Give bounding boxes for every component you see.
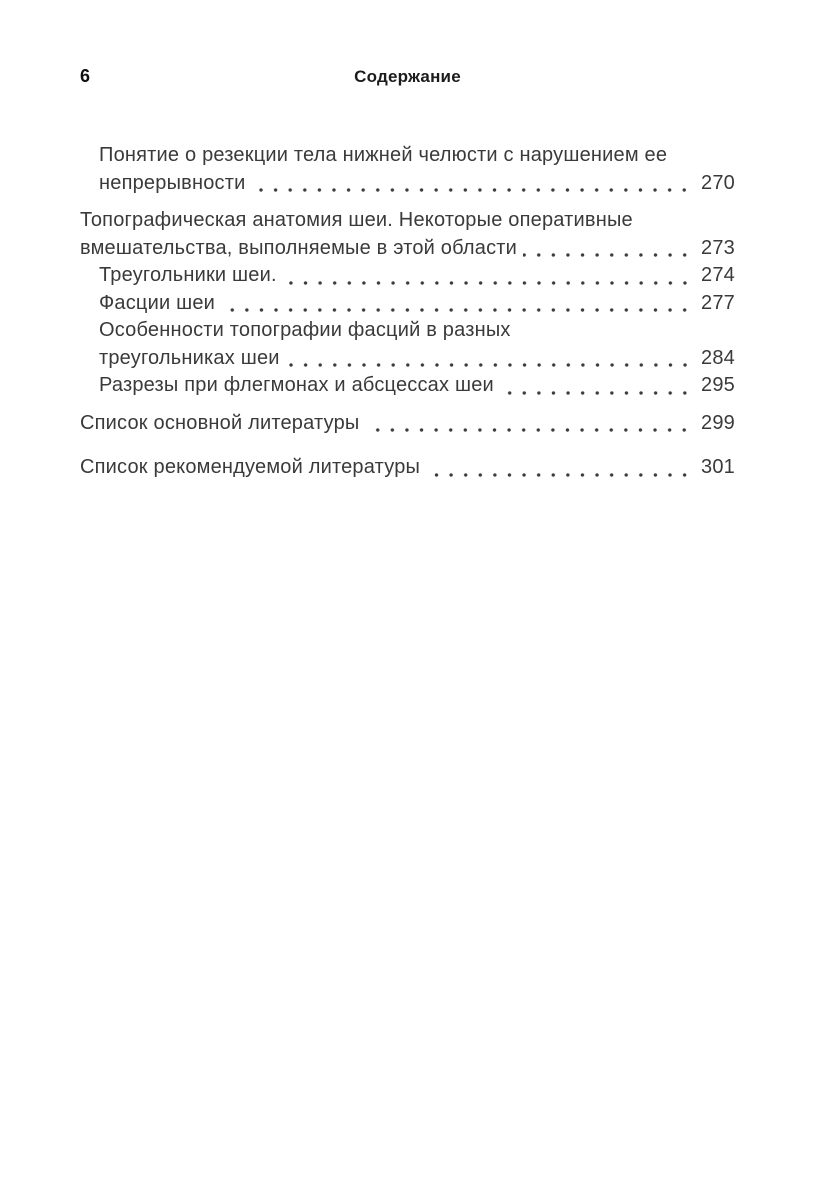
toc-page-ref: 284 — [701, 346, 735, 369]
toc-entry-anatomiya-shei — [80, 207, 735, 262]
toc-entry-fastsii — [80, 290, 735, 318]
page-number: 6 — [80, 66, 91, 86]
toc-entry-title: Фасции шеи — [99, 291, 216, 314]
dot-leader — [500, 372, 692, 400]
dot-leader — [286, 345, 692, 373]
toc-entry-title: вмешательства, выполняемые в этой области — [80, 236, 518, 259]
toc-entry-title: Особенности топографии фасций в разных — [99, 319, 511, 341]
toc-entry-osnovnaya-literatura — [80, 410, 735, 438]
toc-entry-line — [99, 372, 735, 400]
toc-entry-line — [99, 262, 735, 290]
table-of-contents — [80, 142, 735, 482]
toc-entry-treugolniki — [80, 262, 735, 290]
toc-page-ref: 274 — [701, 264, 735, 286]
toc-page-ref: 270 — [701, 171, 735, 194]
toc-page-ref: 301 — [701, 456, 735, 478]
running-header — [0, 0, 815, 92]
toc-entry-line — [80, 207, 735, 235]
dot-leader — [365, 410, 692, 438]
toc-entry-line — [80, 454, 735, 482]
dot-leader — [426, 454, 692, 482]
toc-entry-title: Разрезы при флегмонах и абсцессах шеи — [99, 374, 494, 396]
toc-entry-line — [99, 345, 735, 373]
toc-page-ref: 273 — [701, 236, 735, 259]
toc-entry-rekomenduemaya-literatura — [80, 454, 735, 482]
toc-entry-line — [80, 410, 735, 438]
toc-entry-line — [99, 317, 735, 345]
toc-entry-title: Топографическая анатомия шеи. Некоторые оперативные — [80, 209, 633, 231]
toc-entry-title: Понятие о резекции тела нижней челюсти с нарушением ее — [99, 144, 668, 166]
toc-entry-rezektsiya — [80, 142, 735, 197]
toc-page-ref: 299 — [701, 411, 735, 434]
toc-entry-title: Список рекомендуемой литературы — [80, 456, 421, 478]
toc-entry-line — [99, 170, 735, 198]
toc-entry-osobennosti — [80, 317, 735, 372]
dot-leader — [523, 235, 692, 263]
dot-leader — [221, 290, 692, 318]
dot-leader — [283, 262, 692, 290]
toc-page-ref: 277 — [701, 291, 735, 314]
running-header-title: Содержание — [354, 67, 461, 86]
toc-entry-title: непрерывности — [99, 171, 246, 194]
toc-entry-title: Список основной литературы — [80, 411, 360, 434]
toc-entry-line — [99, 290, 735, 318]
toc-entry-line — [99, 142, 735, 170]
toc-entry-line — [80, 235, 735, 263]
toc-entry-title: треугольниках шеи — [99, 346, 280, 369]
dot-leader — [251, 170, 692, 198]
toc-page-ref: 295 — [701, 374, 735, 396]
toc-entry-razrezy — [80, 372, 735, 400]
toc-entry-title: Треугольники шеи. — [99, 264, 277, 286]
